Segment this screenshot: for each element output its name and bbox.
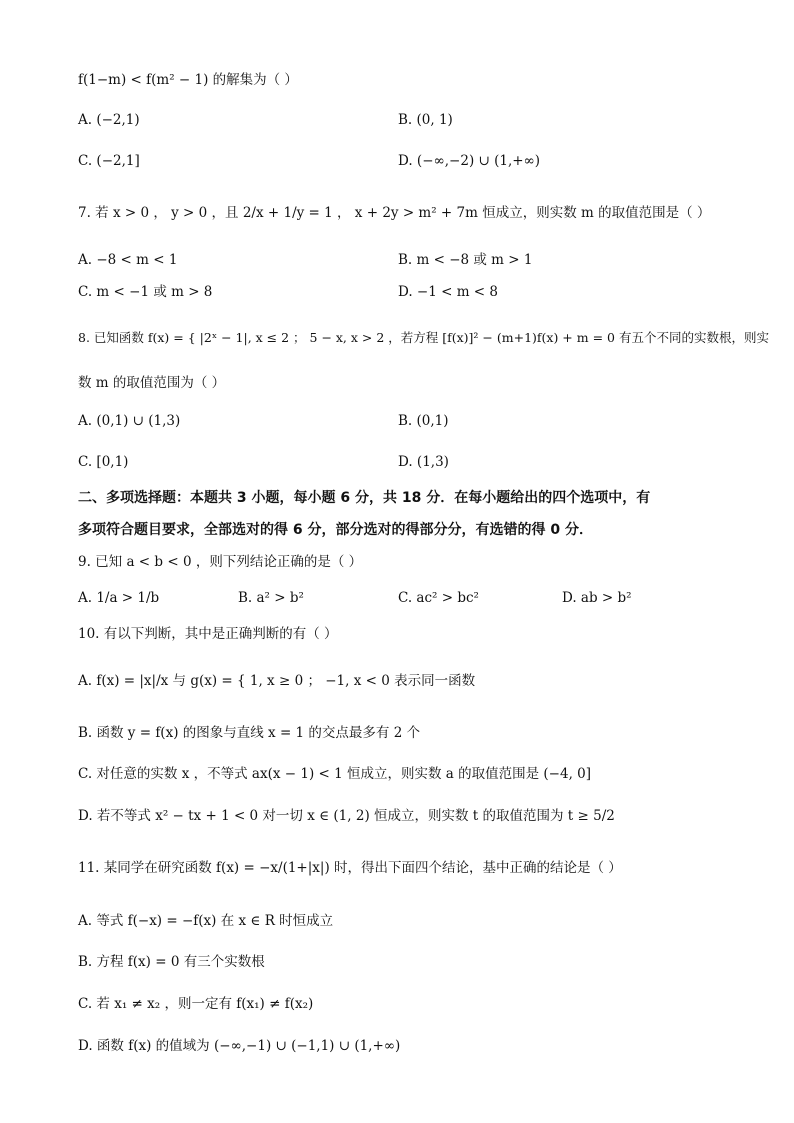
q8-stem-line2: 数 m 的取值范围为（ ） xyxy=(78,375,226,391)
q6-option-b: B. (0, 1) xyxy=(398,112,453,128)
q9-option-b: B. a² > b² xyxy=(238,590,304,606)
q6-option-a: A. (−2,1) xyxy=(78,112,140,128)
q11-stem: 11. 某同学在研究函数 f(x) = −x/(1+|x|) 时，得出下面四个结论，基中正确的结论是（ ） xyxy=(78,860,622,876)
q8-option-b: B. (0,1) xyxy=(398,413,449,429)
q6-tail: f(1−m) < f(m² − 1) 的解集为（ ） xyxy=(78,72,298,88)
q10-option-d: D. 若不等式 x² − tx + 1 < 0 对一切 x ∈ (1, 2) 恒成立，则实数 t 的取值范围为 t ≥ 5/2 xyxy=(78,808,615,824)
q8-option-c: C. [0,1) xyxy=(78,454,129,470)
q7-option-a: A. −8 < m < 1 xyxy=(78,252,178,268)
q10-stem: 10. 有以下判断，其中是正确判断的有（ ） xyxy=(78,626,338,642)
q10-option-c: C. 对任意的实数 x ，不等式 ax(x − 1) < 1 恒成立，则实数 a 的取值范围是 (−4, 0] xyxy=(78,766,592,782)
q9-stem: 9. 已知 a < b < 0 ，则下列结论正确的是（ ） xyxy=(78,554,363,570)
q11-option-a: A. 等式 f(−x) = −f(x) 在 x ∈ R 时恒成立 xyxy=(78,913,334,929)
q7-option-d: D. −1 < m < 8 xyxy=(398,284,499,300)
q9-option-a: A. 1/a > 1/b xyxy=(78,590,160,606)
q11-option-c: C. 若 x₁ ≠ x₂ ，则一定有 f(x₁) ≠ f(x₂) xyxy=(78,996,314,1012)
q9-option-d: D. ab > b² xyxy=(562,590,632,606)
q7-stem: 7. 若 x > 0 ， y > 0 ，且 2/x + 1/y = 1 ， x + 2y > m² + 7m 恒成立，则实数 m 的取值范围是（ ） xyxy=(78,205,711,221)
q8-option-a: A. (0,1) ∪ (1,3) xyxy=(78,413,181,429)
section-2-heading-line2: 多项符合题目要求，全部选对的得 6 分，部分选对的得部分分，有选错的得 0 分． xyxy=(78,522,593,538)
q9-option-c: C. ac² > bc² xyxy=(398,590,479,606)
q7-option-b: B. m < −8 或 m > 1 xyxy=(398,252,533,268)
q7-option-c: C. m < −1 或 m > 8 xyxy=(78,284,213,300)
q8-option-d: D. (1,3) xyxy=(398,454,449,470)
q11-option-b: B. 方程 f(x) = 0 有三个实数根 xyxy=(78,954,265,970)
q11-option-d: D. 函数 f(x) 的值域为 (−∞,−1) ∪ (−1,1) ∪ (1,+∞) xyxy=(78,1038,401,1054)
q6-option-c: C. (−2,1] xyxy=(78,153,140,169)
q6-option-d: D. (−∞,−2) ∪ (1,+∞) xyxy=(398,153,541,169)
section-2-heading-line1: 二、多项选择题：本题共 3 小题，每小题 6 分，共 18 分．在每小题给出的四个选项中，有 xyxy=(78,490,651,506)
q10-option-b: B. 函数 y = f(x) 的图象与直线 x = 1 的交点最多有 2 个 xyxy=(78,725,421,741)
q10-option-a: A. f(x) = |x|/x 与 g(x) = { 1, x ≥ 0 ； −1, x < 0 表示同一函数 xyxy=(78,673,476,689)
q8-stem-line1: 8. 已知函数 f(x) = { |2ˣ − 1|, x ≤ 2 ； 5 − x, x > 2 ，若方程 [f(x)]² − (m+1)f(x) + m = 0 有五个不同的实数根，则实 xyxy=(78,330,769,345)
